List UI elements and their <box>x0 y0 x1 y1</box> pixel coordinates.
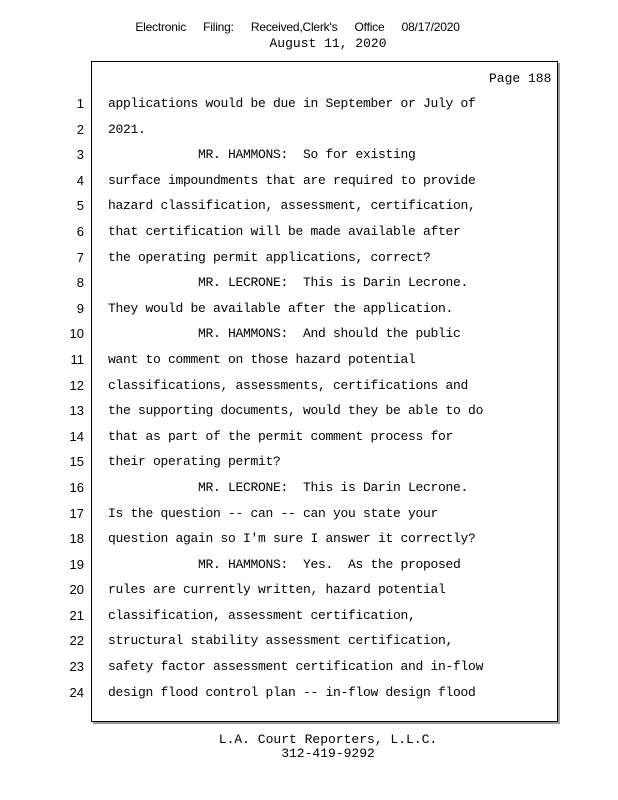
line-text: that certification will be made available after <box>108 223 461 239</box>
line-text: MR. HAMMONS: And should the public <box>108 326 461 342</box>
line-number: 19 <box>69 556 84 572</box>
line-number: 22 <box>69 633 84 649</box>
page-number: Page 188 <box>489 71 552 86</box>
line-text: want to comment on those hazard potential <box>108 351 416 367</box>
transcript-line <box>0 273 618 299</box>
transcript-line <box>0 401 618 427</box>
transcript-line <box>0 120 618 146</box>
line-text: MR. HAMMONS: Yes. As the proposed <box>108 556 461 572</box>
line-text: classification, assessment certification, <box>108 607 416 623</box>
line-text: hazard classification, assessment, certification, <box>108 198 476 214</box>
stamp-electronic: Electronic <box>135 20 187 34</box>
transcript-line <box>0 504 618 530</box>
line-text: surface impoundments that are required to provide <box>108 172 476 188</box>
transcript-line <box>0 606 618 632</box>
line-text: MR. HAMMONS: So for existing <box>108 147 416 163</box>
line-text: design flood control plan -- in-flow design flood <box>108 684 476 700</box>
transcript-line <box>0 94 618 120</box>
line-text: question again so I'm sure I answer it correctly? <box>108 531 476 547</box>
line-number: 2 <box>76 121 84 137</box>
line-number: 1 <box>76 96 84 111</box>
line-number: 14 <box>69 428 84 444</box>
line-number: 6 <box>76 223 84 239</box>
transcript-line <box>0 452 618 478</box>
reporter-company: L.A. Court Reporters, L.L.C. <box>218 732 438 747</box>
stamp-date: 08/17/2020 <box>401 20 460 34</box>
line-text: MR. LECRONE: This is Darin Lecrone. <box>108 479 469 495</box>
line-number: 20 <box>69 582 84 598</box>
line-text: safety factor assessment certification and in-flow <box>108 659 484 675</box>
transcript-line <box>0 248 618 274</box>
transcript-line <box>0 427 618 453</box>
electronic-filing-stamp <box>0 20 595 34</box>
line-number: 24 <box>69 684 84 700</box>
line-text: applications would be due in September or July of <box>108 96 476 111</box>
stamp-filing: Filing: <box>203 20 234 34</box>
line-number: 18 <box>69 531 84 547</box>
transcript-line <box>0 299 618 325</box>
transcript-line <box>0 222 618 248</box>
line-number: 11 <box>70 351 84 367</box>
line-number: 17 <box>69 505 84 521</box>
line-text: 2021. <box>108 121 146 137</box>
transcript-line <box>0 324 618 350</box>
reporter-phone: 312-419-9292 <box>281 746 375 761</box>
transcript-line <box>0 580 618 606</box>
line-text: the operating permit applications, correct? <box>108 249 431 265</box>
transcript-line <box>0 376 618 402</box>
line-text: rules are currently written, hazard potential <box>108 582 446 598</box>
line-text: They would be available after the application. <box>108 300 454 316</box>
line-text: classifications, assessments, certifications and <box>108 377 469 393</box>
transcript-lines <box>0 94 618 708</box>
line-number: 16 <box>69 479 84 495</box>
transcript-line <box>0 350 618 376</box>
line-number: 4 <box>76 172 84 188</box>
transcript-line <box>0 657 618 683</box>
line-number: 21 <box>69 607 84 623</box>
line-number: 12 <box>69 377 84 393</box>
transcript-line <box>0 529 618 555</box>
transcript-line <box>0 683 618 709</box>
line-number: 8 <box>76 275 84 291</box>
transcript-line <box>0 145 618 171</box>
line-number: 15 <box>69 454 84 470</box>
line-number: 5 <box>76 198 84 214</box>
line-text: MR. LECRONE: This is Darin Lecrone. <box>108 275 469 291</box>
line-number: 10 <box>69 326 84 342</box>
line-number: 9 <box>76 300 84 316</box>
page-footer <box>0 733 618 761</box>
line-number: 23 <box>69 659 84 675</box>
stamp-office: Office <box>354 20 385 34</box>
line-number: 7 <box>76 249 84 265</box>
line-text: the supporting documents, would they be able to do <box>108 403 484 419</box>
line-text: their operating permit? <box>108 454 281 470</box>
transcript-line <box>0 171 618 197</box>
transcript-line <box>0 196 618 222</box>
line-number: 13 <box>69 403 84 419</box>
stamp-received: Received,Clerk's <box>250 20 338 34</box>
line-text: structural stability assessment certification, <box>108 633 454 649</box>
line-text: Is the question -- can -- can you state your <box>108 505 439 521</box>
line-text: that as part of the permit comment process for <box>108 428 454 444</box>
transcript-line <box>0 478 618 504</box>
transcript-line <box>0 631 618 657</box>
hearing-date: August 11, 2020 <box>269 36 387 51</box>
line-number: 3 <box>76 147 84 163</box>
transcript-line <box>0 555 618 581</box>
